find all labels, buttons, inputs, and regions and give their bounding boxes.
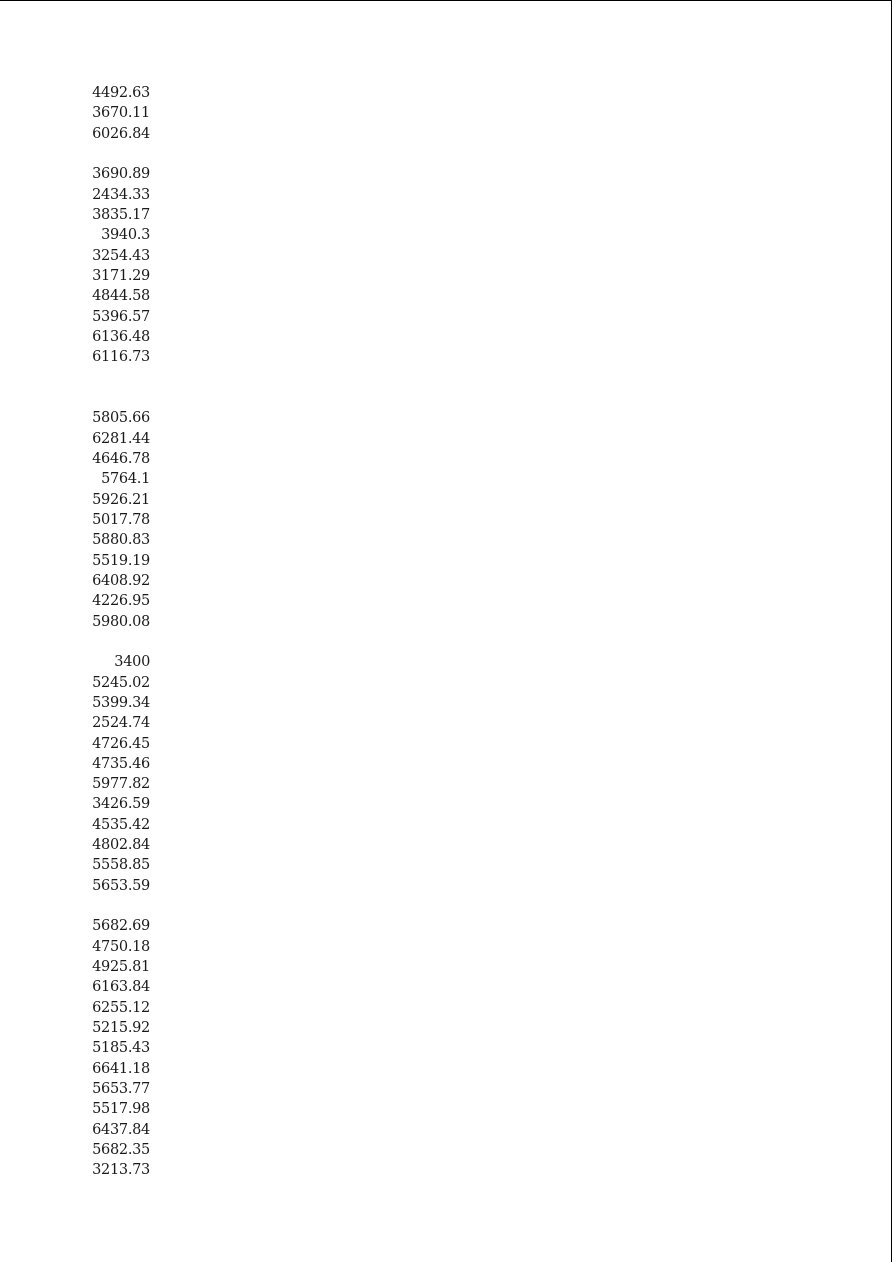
empty-cell xyxy=(84,368,150,388)
value-cell: 5517.98 xyxy=(92,1101,150,1118)
value-cell: 6255.12 xyxy=(92,999,150,1016)
value-cell: 5805.66 xyxy=(92,410,150,427)
value-cell: 5926.21 xyxy=(92,491,150,508)
empty-cell xyxy=(84,632,150,652)
value-cell: 5245.02 xyxy=(92,674,150,691)
value-cell: 3690.89 xyxy=(92,166,150,183)
value-cell: 5880.83 xyxy=(92,532,150,549)
value-cell: 4226.95 xyxy=(92,593,150,610)
value-cell: 5017.78 xyxy=(92,511,150,528)
empty-cell xyxy=(84,144,150,164)
value-cell: 5519.19 xyxy=(92,552,150,569)
empty-cell xyxy=(84,388,150,408)
value-cell: 2434.33 xyxy=(92,186,150,203)
value-cell: 4726.45 xyxy=(92,735,150,752)
value-cell: 4735.46 xyxy=(92,755,150,772)
value-cell: 5558.85 xyxy=(92,857,150,874)
value-cell: 6136.48 xyxy=(92,328,150,345)
value-cell: 3254.43 xyxy=(92,247,150,264)
value-cell: 6408.92 xyxy=(92,572,150,589)
value-cell: 5764.1 xyxy=(101,471,150,488)
value-cell: 4802.84 xyxy=(92,837,150,854)
value-cell: 4535.42 xyxy=(92,816,150,833)
value-cell: 4492.63 xyxy=(92,85,150,101)
value-cell: 3171.29 xyxy=(92,267,150,284)
value-cell: 3213.73 xyxy=(92,1162,150,1179)
value-cell: 6437.84 xyxy=(92,1121,150,1138)
value-cell: 3940.3 xyxy=(101,227,150,244)
empty-cell xyxy=(84,896,150,916)
page-top-border xyxy=(0,0,892,1)
value-cell: 4925.81 xyxy=(92,959,150,976)
value-cell: 6281.44 xyxy=(92,430,150,447)
value-cell: 4646.78 xyxy=(92,450,150,467)
value-cell: 3400 xyxy=(114,654,150,671)
value-cell: 5399.34 xyxy=(92,694,150,711)
value-cell: 5980.08 xyxy=(92,613,150,630)
value-cell: 6116.73 xyxy=(92,349,150,366)
value-cell: 4750.18 xyxy=(92,938,150,955)
value-cell: 5682.35 xyxy=(92,1142,150,1159)
value-cell: 2524.74 xyxy=(92,715,150,732)
value-cell: 3670.11 xyxy=(92,105,150,122)
value-cell: 3426.59 xyxy=(92,796,150,813)
value-cell: 5215.92 xyxy=(92,1020,150,1037)
value-cell: 5185.43 xyxy=(92,1040,150,1057)
value-cell: 5653.77 xyxy=(92,1081,150,1098)
value-cell: 4844.58 xyxy=(92,288,150,305)
values-column xyxy=(84,83,150,1181)
value-cell: 6641.18 xyxy=(92,1060,150,1077)
value-cell: 5682.69 xyxy=(92,918,150,935)
value-cell: 5396.57 xyxy=(92,308,150,325)
value-cell: 5653.59 xyxy=(92,877,150,894)
value-cell: 5977.82 xyxy=(92,776,150,793)
value-cell: 6026.84 xyxy=(92,125,150,142)
value-cell: 6163.84 xyxy=(92,979,150,996)
value-cell: 3835.17 xyxy=(92,206,150,223)
